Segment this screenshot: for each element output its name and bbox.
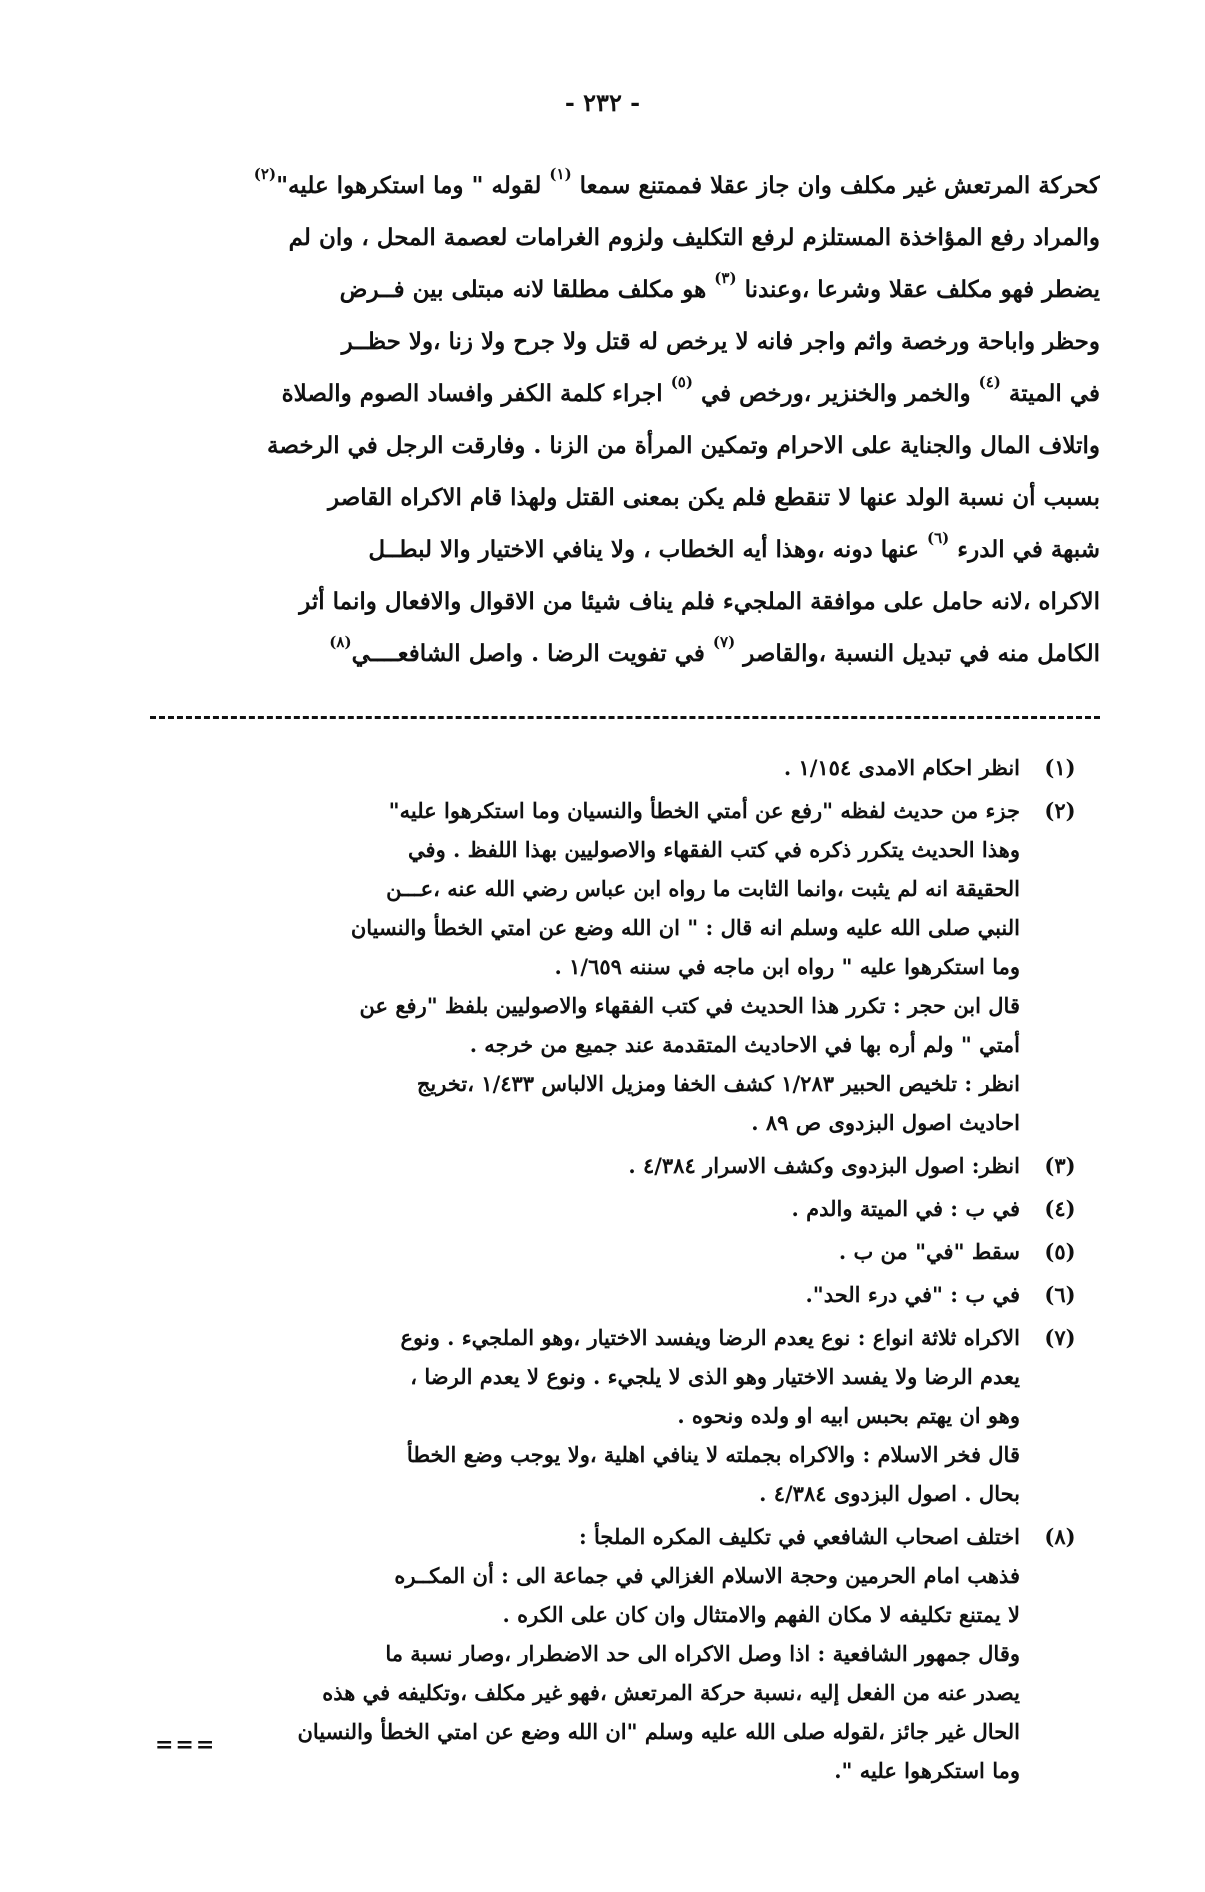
text-segment: لقوله " وما استكرهوا عليه" bbox=[276, 172, 550, 199]
text-line bbox=[140, 420, 1100, 472]
footnote-item bbox=[110, 1275, 1100, 1314]
footnote-ref: (٣) bbox=[714, 269, 737, 287]
footnote-line: يصدر عنه من الفعل إليه ،نسبة حركة المرتعش ،فهو غير مكلف ،وتكليفه في هذه bbox=[322, 1680, 1020, 1705]
footnote-line: وما استكرهوا عليه ". bbox=[834, 1758, 1020, 1783]
footnote-item bbox=[110, 1232, 1100, 1271]
footnote-line: الحقيقة انه لم يثبت ،وانما الثابت ما رواه ابن عباس رضي الله عنه ،عـــن bbox=[386, 876, 1020, 901]
footnote-body bbox=[110, 1275, 1020, 1314]
footnote-line: في ب : في الميتة والدم . bbox=[791, 1196, 1020, 1221]
text-line bbox=[140, 524, 1100, 576]
text-segment: واتلاف المال والجناية على الاحرام وتمكين المرأة من الزنا . وفارقت الرجل في الرخصة bbox=[267, 432, 1100, 459]
text-segment: عنها دونه ،وهذا أيه الخطاب ، ولا ينافي الاختيار والا لبطــل bbox=[368, 536, 927, 563]
main-text bbox=[140, 160, 1100, 680]
text-segment: هو مكلف مطلقا لانه مبتلى بين فــرض bbox=[339, 276, 715, 303]
footnote-body bbox=[110, 1146, 1020, 1185]
footnote-ref: (٤) bbox=[978, 373, 1001, 391]
text-line bbox=[140, 628, 1100, 680]
footnote-body bbox=[110, 791, 1020, 1142]
footnote-item bbox=[110, 791, 1100, 1142]
footnote-line: أمتي " ولم أره بها في الاحاديث المتقدمة عند جميع من خرجه . bbox=[469, 1032, 1020, 1057]
text-segment: اجراء كلمة الكفر وافساد الصوم والصلاة bbox=[281, 380, 671, 407]
footnote-line: احاديث اصول البزدوى ص ٨٩ . bbox=[751, 1110, 1020, 1135]
footnote-ref: (٦) bbox=[926, 529, 950, 547]
footnote-ref: (١) bbox=[549, 165, 572, 183]
footnote-line: جزء من حديث لفظه "رفع عن أمتي الخطأ والنسيان وما استكرهوا عليه" bbox=[388, 798, 1020, 823]
footnote-line: وهذا الحديث يتكرر ذكره في كتب الفقهاء والاصوليين بهذا اللفظ . وفي bbox=[408, 837, 1020, 862]
text-line bbox=[140, 160, 1100, 212]
text-line bbox=[140, 472, 1100, 524]
text-segment: وحظر واباحة ورخصة واثم واجر فانه لا يرخص له قتل ولا جرح ولا زنا ،ولا حظــر bbox=[341, 328, 1100, 355]
footnote-item bbox=[110, 748, 1100, 787]
footnote-number: (٤) bbox=[1044, 1196, 1076, 1221]
text-line bbox=[140, 576, 1100, 628]
text-segment: الكامل منه في تبديل النسبة ،والقاصر bbox=[735, 640, 1100, 667]
footnote-line: لا يمتنع تكليفه لا مكان الفهم والامتثال وان كان على الكره . bbox=[502, 1602, 1020, 1627]
footnote-line: انظر احكام الامدى ١/١٥٤ . bbox=[783, 755, 1020, 780]
footnote-line: فذهب امام الحرمين وحجة الاسلام الغزالي في جماعة الى : أن المكــره bbox=[394, 1563, 1020, 1588]
footnote-body bbox=[110, 748, 1020, 787]
footnote-number: (١) bbox=[1044, 755, 1076, 780]
footnote-body bbox=[110, 1517, 1020, 1790]
end-mark: === bbox=[155, 1732, 217, 1758]
footnote-line: وما استكرهوا عليه " رواه ابن ماجه في سننه ١/٦٥٩ . bbox=[554, 954, 1020, 979]
text-segment: والخمر والخنزير ،ورخص في bbox=[692, 380, 979, 407]
footnote-line: في ب : "في درء الحد". bbox=[805, 1282, 1020, 1307]
footnote-number: (٧) bbox=[1044, 1325, 1076, 1350]
footnote-line: وقال جمهور الشافعية : اذا وصل الاكراه الى حد الاضطرار ،وصار نسبة ما bbox=[385, 1641, 1020, 1666]
footnote-ref: (٥) bbox=[670, 373, 693, 391]
footnote-line: قال فخر الاسلام : والاكراه بجملته لا ينافي اهلية ،ولا يوجب وضع الخطأ bbox=[406, 1442, 1020, 1467]
footnote-body bbox=[110, 1189, 1020, 1228]
footnote-line: قال ابن حجر : تكرر هذا الحديث في كتب الفقهاء والاصوليين بلفظ "رفع عن bbox=[359, 993, 1020, 1018]
footnotes-section bbox=[110, 748, 1100, 1794]
text-segment: بسبب أن نسبة الولد عنها لا تنقطع فلم يكن بمعنى القتل ولهذا قام الاكراه القاصر bbox=[328, 484, 1100, 511]
text-segment: يضطر فهو مكلف عقلا وشرعا ،وعندنا bbox=[736, 276, 1100, 303]
footnote-separator bbox=[150, 716, 1100, 719]
text-segment: في تفويت الرضا . واصل الشافعــــي bbox=[351, 640, 713, 667]
footnote-line: سقط "في" من ب . bbox=[838, 1239, 1020, 1264]
text-line bbox=[140, 212, 1100, 264]
text-line bbox=[140, 264, 1100, 316]
footnote-number: (٨) bbox=[1044, 1524, 1076, 1549]
text-line bbox=[140, 368, 1100, 420]
footnote-number: (٥) bbox=[1044, 1239, 1076, 1264]
footnote-line: يعدم الرضا ولا يفسد الاختيار وهو الذى لا يلجيء . ونوع لا يعدم الرضا ، bbox=[410, 1364, 1020, 1389]
footnote-ref: (٢) bbox=[253, 165, 277, 183]
footnote-body bbox=[110, 1318, 1020, 1513]
page-number: - ٢٣٢ - bbox=[564, 88, 641, 117]
footnote-number: (٢) bbox=[1044, 798, 1076, 823]
footnote-ref: (٨) bbox=[329, 633, 352, 651]
footnote-item bbox=[110, 1189, 1100, 1228]
footnote-line: الاكراه ثلاثة انواع : نوع يعدم الرضا ويفسد الاختيار ،وهو الملجيء . ونوع bbox=[400, 1325, 1020, 1350]
footnote-item bbox=[110, 1517, 1100, 1790]
footnote-line: اختلف اصحاب الشافعي في تكليف المكره الملجأ : bbox=[578, 1524, 1020, 1549]
footnote-line: الحال غير جائز ،لقوله صلى الله عليه وسلم "ان الله وضع عن امتي الخطأ والنسيان bbox=[297, 1719, 1020, 1744]
text-segment: شبهة في الدرء bbox=[949, 536, 1100, 563]
footnote-body bbox=[110, 1232, 1020, 1271]
footnote-item bbox=[110, 1318, 1100, 1513]
footnote-number: (٦) bbox=[1044, 1282, 1076, 1307]
footnote-line: وهو ان يهتم بحبس ابيه او ولده ونحوه . bbox=[677, 1403, 1020, 1428]
text-segment: الاكراه ،لانه حامل على موافقة الملجيء فلم يناف شيئا من الاقوال والافعال وانما أثر bbox=[299, 588, 1100, 615]
text-segment: والمراد رفع المؤاخذة المستلزم لرفع التكليف ولزوم الغرامات لعصمة المحل ، وان لم bbox=[288, 224, 1100, 251]
footnote-line: انظر: اصول البزدوى وكشف الاسرار ٤/٣٨٤ . bbox=[628, 1153, 1020, 1178]
footnote-line: انظر : تلخيص الحبير ١/٢٨٣ كشف الخفا ومزيل الالباس ١/٤٣٣ ،تخريج bbox=[416, 1071, 1020, 1096]
footnote-number: (٣) bbox=[1044, 1153, 1076, 1178]
footnote-line: بحال . اصول البزدوى ٤/٣٨٤ . bbox=[759, 1481, 1020, 1506]
footnote-line: النبي صلى الله عليه وسلم انه قال : " ان الله وضع عن امتي الخطأ والنسيان bbox=[350, 915, 1020, 940]
text-segment: كحركة المرتعش غير مكلف وان جاز عقلا فممتنع سمعا bbox=[571, 172, 1100, 199]
footnote-ref: (٧) bbox=[712, 633, 736, 651]
text-line bbox=[140, 316, 1100, 368]
text-segment: في الميتة bbox=[1000, 380, 1100, 407]
footnote-item bbox=[110, 1146, 1100, 1185]
